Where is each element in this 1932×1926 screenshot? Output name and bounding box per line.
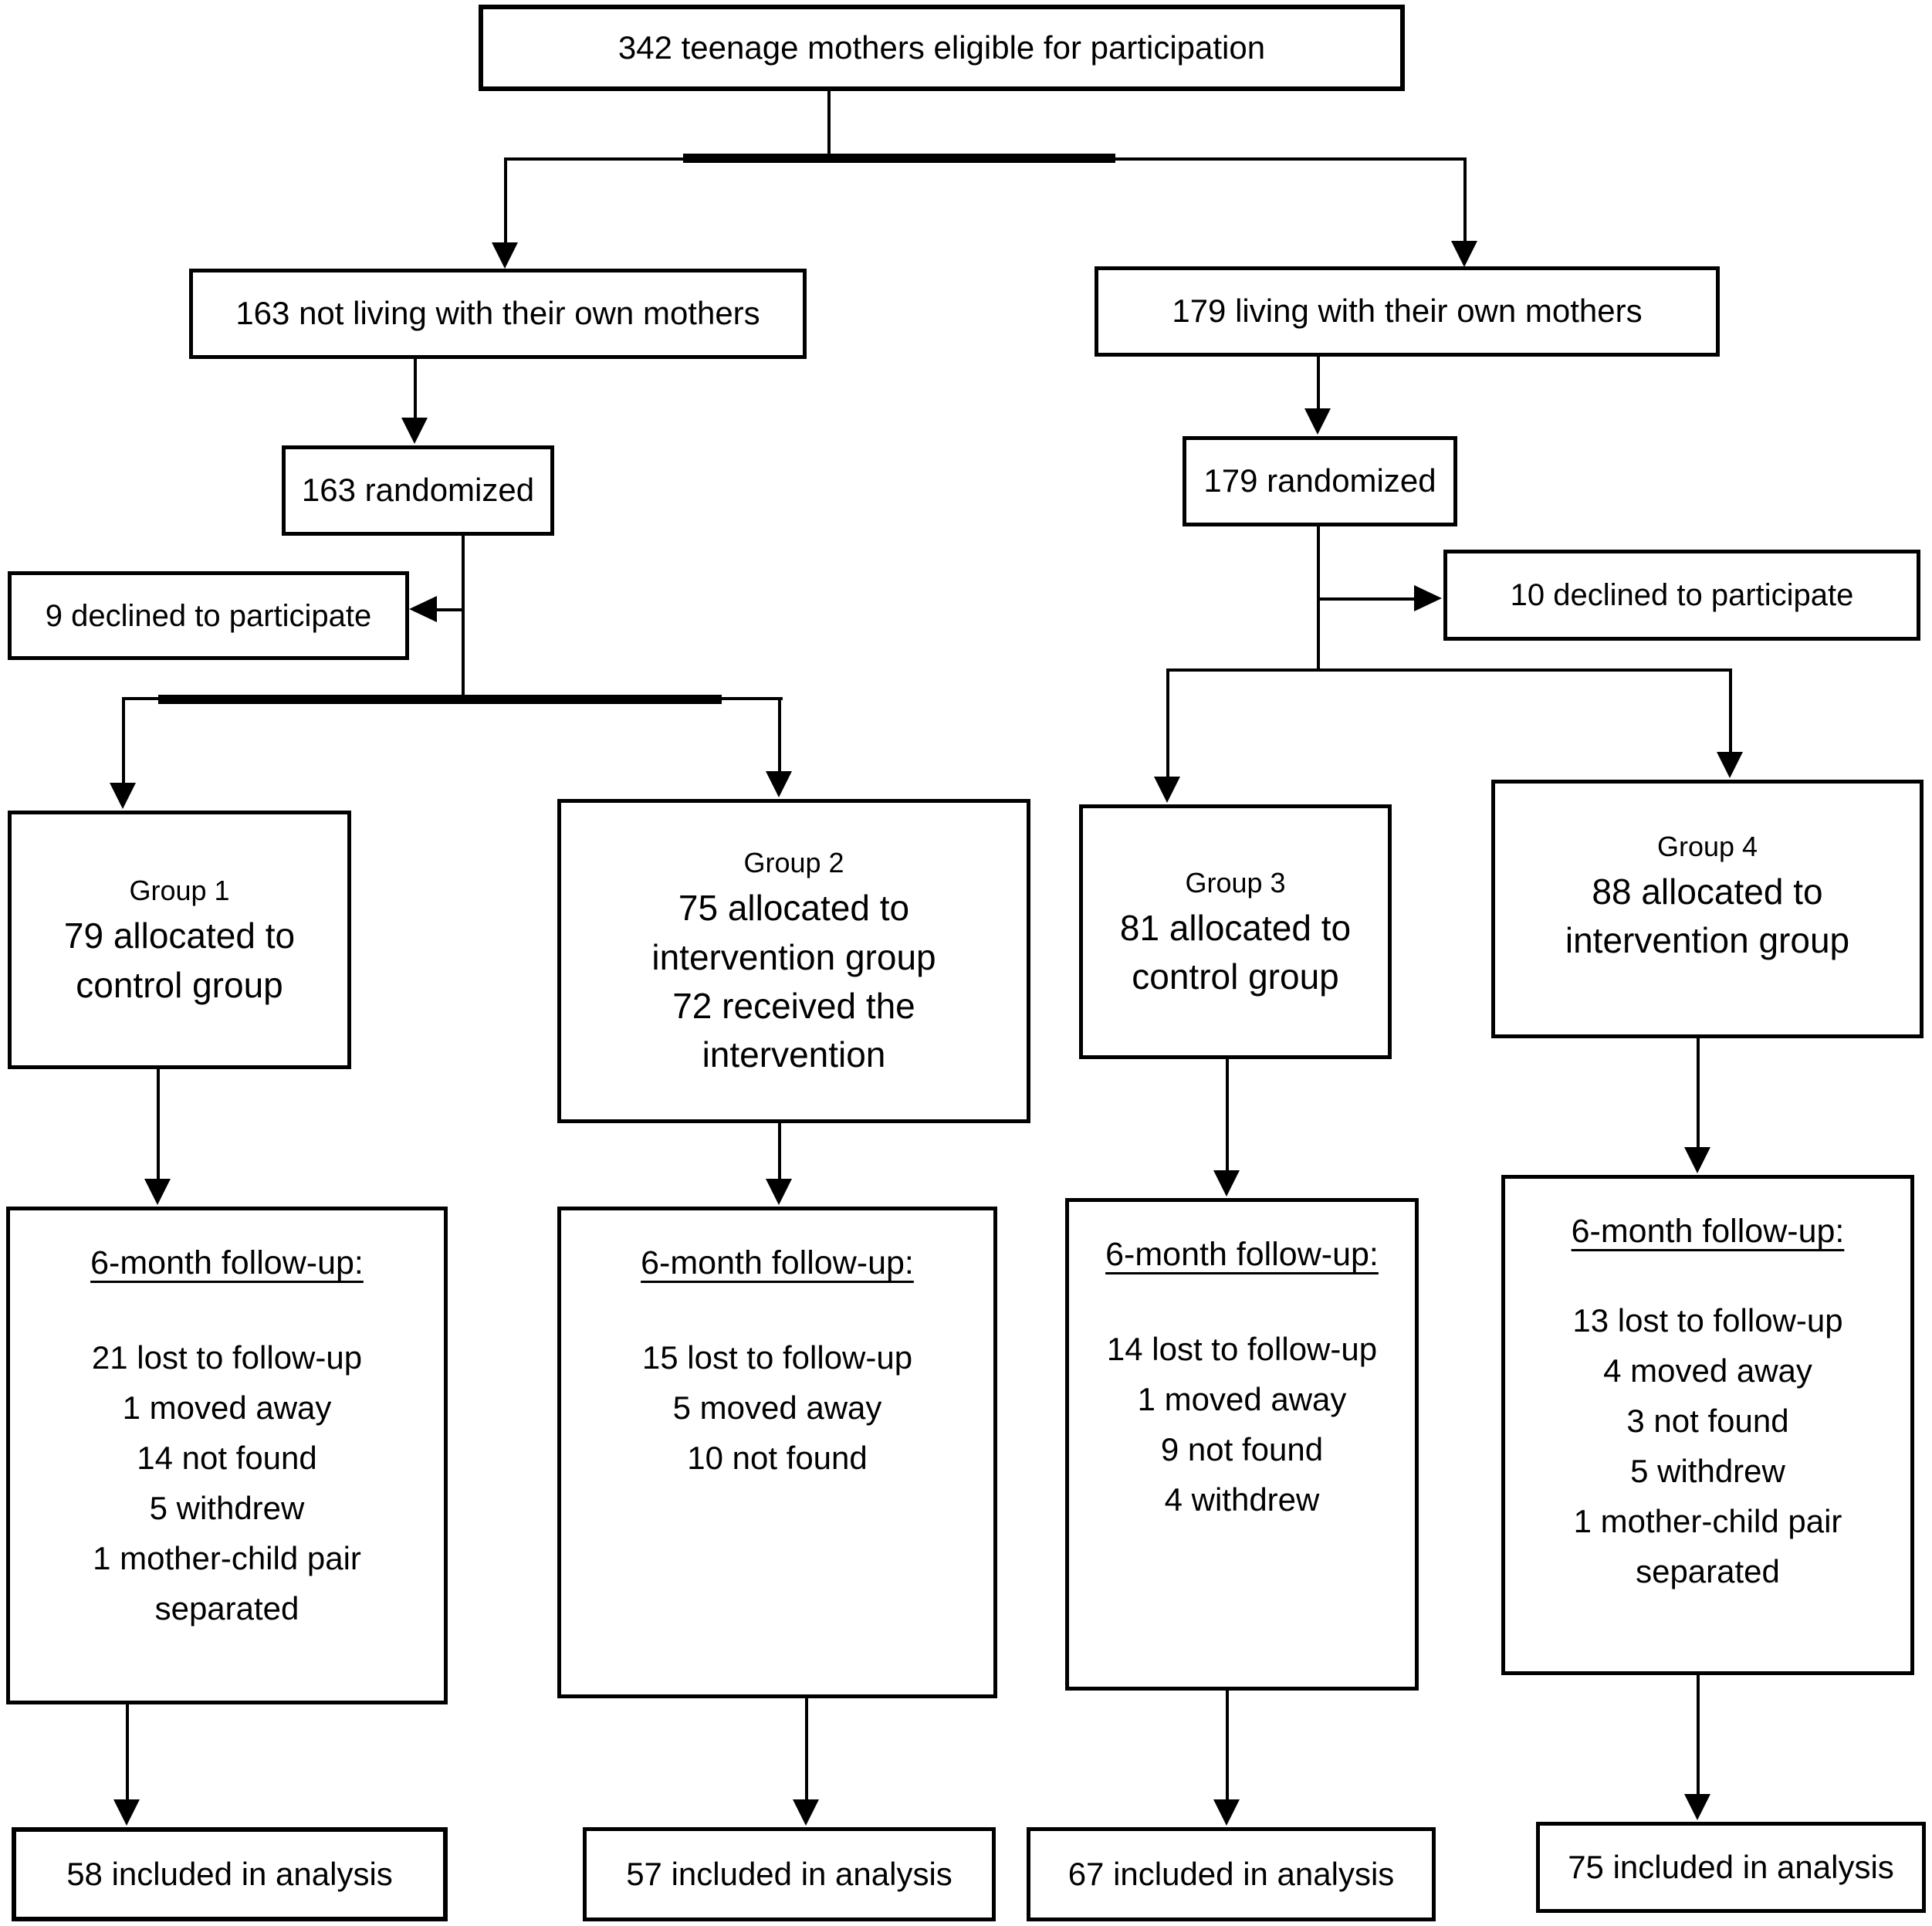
arrow-down-icon xyxy=(1717,752,1743,778)
connector-group1-to-followup xyxy=(157,1069,160,1180)
followup1-title: 6-month follow-up: xyxy=(90,1244,364,1281)
group2-line4: intervention xyxy=(702,1034,886,1075)
declined-right-box xyxy=(1443,550,1920,641)
connector-top-splitter-thick xyxy=(683,154,1115,163)
followup4-item: 5 withdrew xyxy=(1630,1453,1785,1490)
group3-line2: control group xyxy=(1132,956,1339,997)
followup2-item: 15 lost to follow-up xyxy=(641,1339,913,1376)
group3-label: Group 3 xyxy=(1185,866,1286,899)
analysis4-box xyxy=(1536,1822,1926,1913)
connector-left-splitter-thick xyxy=(158,695,722,704)
eligible-box xyxy=(479,5,1405,91)
followup1-item: 5 withdrew xyxy=(149,1490,305,1527)
followup4-item: 4 moved away xyxy=(1603,1352,1812,1389)
connector-group2-to-followup xyxy=(778,1123,781,1180)
group4-line1: 88 allocated to xyxy=(1592,872,1823,912)
connector-to-not-living xyxy=(504,157,507,244)
connector-group3-to-followup xyxy=(1226,1059,1229,1172)
arrow-down-icon xyxy=(1213,1170,1240,1197)
followup4-title: 6-month follow-up: xyxy=(1571,1213,1845,1250)
analysis3-box xyxy=(1027,1827,1436,1921)
arrow-down-icon xyxy=(144,1179,171,1205)
arrow-down-icon xyxy=(1684,1794,1710,1820)
followup3-item: 9 not found xyxy=(1160,1430,1324,1467)
followup4-item: 3 not found xyxy=(1626,1402,1789,1439)
connector-left-stem xyxy=(462,536,465,699)
group1-box xyxy=(8,811,351,1069)
connector-right-splitter xyxy=(1168,669,1732,672)
connector-not-living-to-randomized xyxy=(414,359,417,418)
arrow-down-icon xyxy=(1451,241,1477,267)
followup4-item: separated xyxy=(1636,1553,1780,1590)
followup1-item: 14 not found xyxy=(137,1439,317,1476)
arrow-down-icon xyxy=(793,1799,819,1826)
group2-line2: intervention group xyxy=(651,936,936,977)
randomized-right-box xyxy=(1183,436,1457,526)
arrow-right-icon xyxy=(1414,585,1442,611)
group3-line1: 81 allocated to xyxy=(1119,907,1352,948)
arrow-down-icon xyxy=(1154,777,1180,803)
followup4-box xyxy=(1501,1175,1914,1675)
connector-to-group2 xyxy=(778,697,781,773)
arrow-down-icon xyxy=(766,1179,792,1205)
arrow-left-icon xyxy=(409,596,437,622)
arrow-down-icon xyxy=(492,242,518,269)
connector-to-group1 xyxy=(122,697,125,784)
connector-top-stem xyxy=(827,91,831,159)
group2-line3: 72 received the xyxy=(672,986,915,1026)
connector-followup2-to-analysis xyxy=(805,1698,808,1801)
followup3-item: 4 withdrew xyxy=(1164,1481,1320,1518)
followup3-item: 14 lost to follow-up xyxy=(1106,1330,1378,1367)
analysis1-box xyxy=(12,1827,448,1921)
declined-left-text: 9 declined to participate xyxy=(45,598,372,633)
living-text: 179 living with their own mothers xyxy=(1172,293,1643,330)
followup3-item: 1 moved away xyxy=(1137,1380,1347,1417)
arrow-down-icon xyxy=(1213,1799,1240,1826)
connector-to-living xyxy=(1463,157,1467,242)
connector-followup3-to-analysis xyxy=(1226,1691,1229,1801)
followup1-item: 21 lost to follow-up xyxy=(91,1339,363,1376)
randomized-right-text: 179 randomized xyxy=(1203,462,1436,499)
group4-line2: intervention group xyxy=(1565,920,1850,961)
randomized-left-text: 163 randomized xyxy=(301,472,535,509)
arrow-down-icon xyxy=(113,1799,140,1826)
declined-left-box xyxy=(8,571,409,660)
followup2-item: 10 not found xyxy=(687,1439,868,1476)
analysis3-text: 67 included in analysis xyxy=(1068,1855,1395,1892)
living-box xyxy=(1095,266,1720,357)
followup2-item: 5 moved away xyxy=(672,1389,882,1426)
connector-to-declined-right xyxy=(1318,597,1414,601)
analysis2-box xyxy=(583,1827,996,1921)
eligible-text: 342 teenage mothers eligible for participation xyxy=(617,29,1266,66)
connector-to-group3 xyxy=(1166,669,1169,778)
group1-line1: 79 allocated to xyxy=(63,916,296,956)
followup2-box xyxy=(557,1207,997,1698)
followup1-item: separated xyxy=(154,1590,299,1627)
followup3-title: 6-month follow-up: xyxy=(1105,1236,1379,1273)
not-living-text: 163 not living with their own mothers xyxy=(235,295,760,332)
analysis2-text: 57 included in analysis xyxy=(626,1855,952,1892)
arrow-down-icon xyxy=(1304,408,1331,435)
followup4-item: 1 mother-child pair xyxy=(1573,1503,1842,1540)
followup4-item: 13 lost to follow-up xyxy=(1572,1301,1843,1339)
group2-label: Group 2 xyxy=(743,847,844,879)
arrow-down-icon xyxy=(110,783,136,809)
declined-right-text: 10 declined to participate xyxy=(1510,578,1854,612)
analysis4-text: 75 included in analysis xyxy=(1568,1848,1894,1885)
connector-group4-to-followup xyxy=(1697,1038,1700,1149)
followup3-box xyxy=(1065,1198,1419,1691)
connector-to-group4 xyxy=(1729,669,1732,752)
group2-line1: 75 allocated to xyxy=(678,888,910,929)
arrow-down-icon xyxy=(766,771,792,797)
followup1-item: 1 moved away xyxy=(122,1389,332,1426)
randomized-left-box xyxy=(282,445,554,536)
group1-line2: control group xyxy=(76,964,283,1005)
group3-box xyxy=(1079,804,1392,1059)
arrow-down-icon xyxy=(401,418,428,444)
group4-box xyxy=(1491,780,1924,1038)
connector-to-declined-left xyxy=(437,608,463,611)
followup1-item: 1 mother-child pair xyxy=(93,1540,361,1577)
connector-living-to-randomized xyxy=(1317,357,1320,411)
arrow-down-icon xyxy=(1684,1147,1710,1173)
analysis1-text: 58 included in analysis xyxy=(66,1855,393,1892)
not-living-box xyxy=(189,269,807,359)
followup1-box xyxy=(6,1207,448,1704)
connector-followup1-to-analysis xyxy=(126,1704,129,1801)
group4-label: Group 4 xyxy=(1656,831,1758,862)
connector-followup4-to-analysis xyxy=(1697,1675,1700,1796)
followup2-title: 6-month follow-up: xyxy=(641,1244,914,1281)
group2-box xyxy=(557,799,1030,1123)
group1-label: Group 1 xyxy=(129,875,230,907)
